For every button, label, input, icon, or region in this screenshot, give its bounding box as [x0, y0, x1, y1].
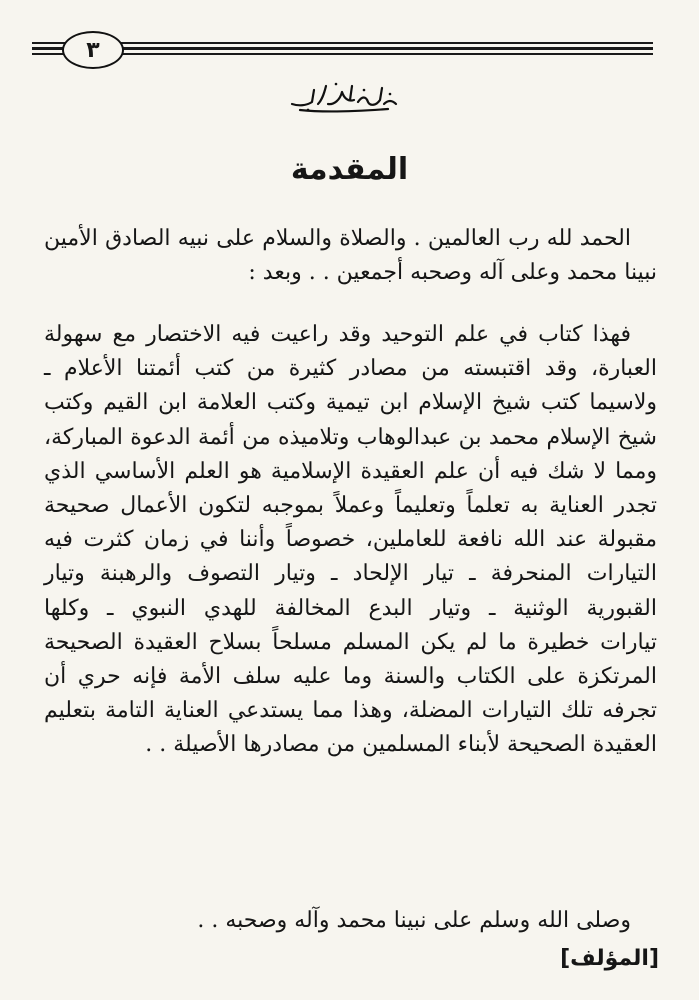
text-line: تجدر العناية به تعلماً وتعليماً وعملاً بموجبه لتكون الأعمال صحيحة [44, 493, 657, 519]
basmala-calligraphy [288, 78, 400, 114]
text-line: تجرفه تلك التيارات المضلة، وهذا مما يستدعي العناية التامة بتعليم [44, 698, 657, 724]
text-line: نبينا محمد وعلى آله وصحبه أجمعين . . وبعد : [248, 260, 657, 286]
header-rule [32, 42, 653, 56]
closing-paragraph [44, 904, 657, 938]
text-line: شيخ الإسلام محمد بن عبدالوهاب وتلاميذه من أئمة الدعوة المباركة، [44, 424, 657, 450]
text-line: ومما لا شك فيه أن علم العقيدة الإسلامية هو العلم الأساسي الذي [44, 458, 657, 484]
text-line: العقيدة الصحيحة لأبناء المسلمين من مصادرها الأصيلة . . [145, 732, 657, 758]
text-line: فهذا كتاب في علم التوحيد وقد راعيت فيه الاختصار مع سهولة [44, 322, 631, 347]
text-line: وصلى الله وسلم على نبينا محمد وآله وصحبه . . [197, 908, 631, 933]
text-line: التيارات المنحرفة ـ تيار الإلحاد ـ وتيار التصوف والرهبنة وتيار [44, 561, 657, 587]
body-paragraph [44, 318, 657, 763]
author-signature: [المؤلف] [560, 946, 659, 971]
text-line: ولاسيما كتب شيخ الإسلام ابن تيمية وكتب العلامة ابن القيم وكتب [44, 390, 657, 416]
text-line: القبورية الوثنية ـ وتيار البدع المخالفة للهدي النبوي ـ وكلها [44, 595, 657, 621]
text-line: مقبولة عند الله نافعة للعاملين، خصوصاً وأننا في زمان كثرت فيه [44, 527, 657, 553]
page-number: ٣ [62, 31, 124, 69]
text-line: الحمد لله رب العالمين . والصلاة والسلام على نبيه الصادق الأمين [44, 226, 631, 251]
text-line: تيارات خطيرة ما لم يكن المسلم مسلحاً بسلاح العقيدة الصحيحة [44, 629, 657, 655]
text-line: العبارة، وقد اقتبسته من مصادر كثيرة من كتب أئمتنا الأعلام ـ [44, 356, 657, 382]
intro-paragraph [44, 222, 657, 290]
text-line: المرتكزة على الكتاب والسنة وما عليه سلف الأمة فإنه حري أن [44, 664, 657, 690]
page-title: المقدمة [290, 152, 409, 187]
